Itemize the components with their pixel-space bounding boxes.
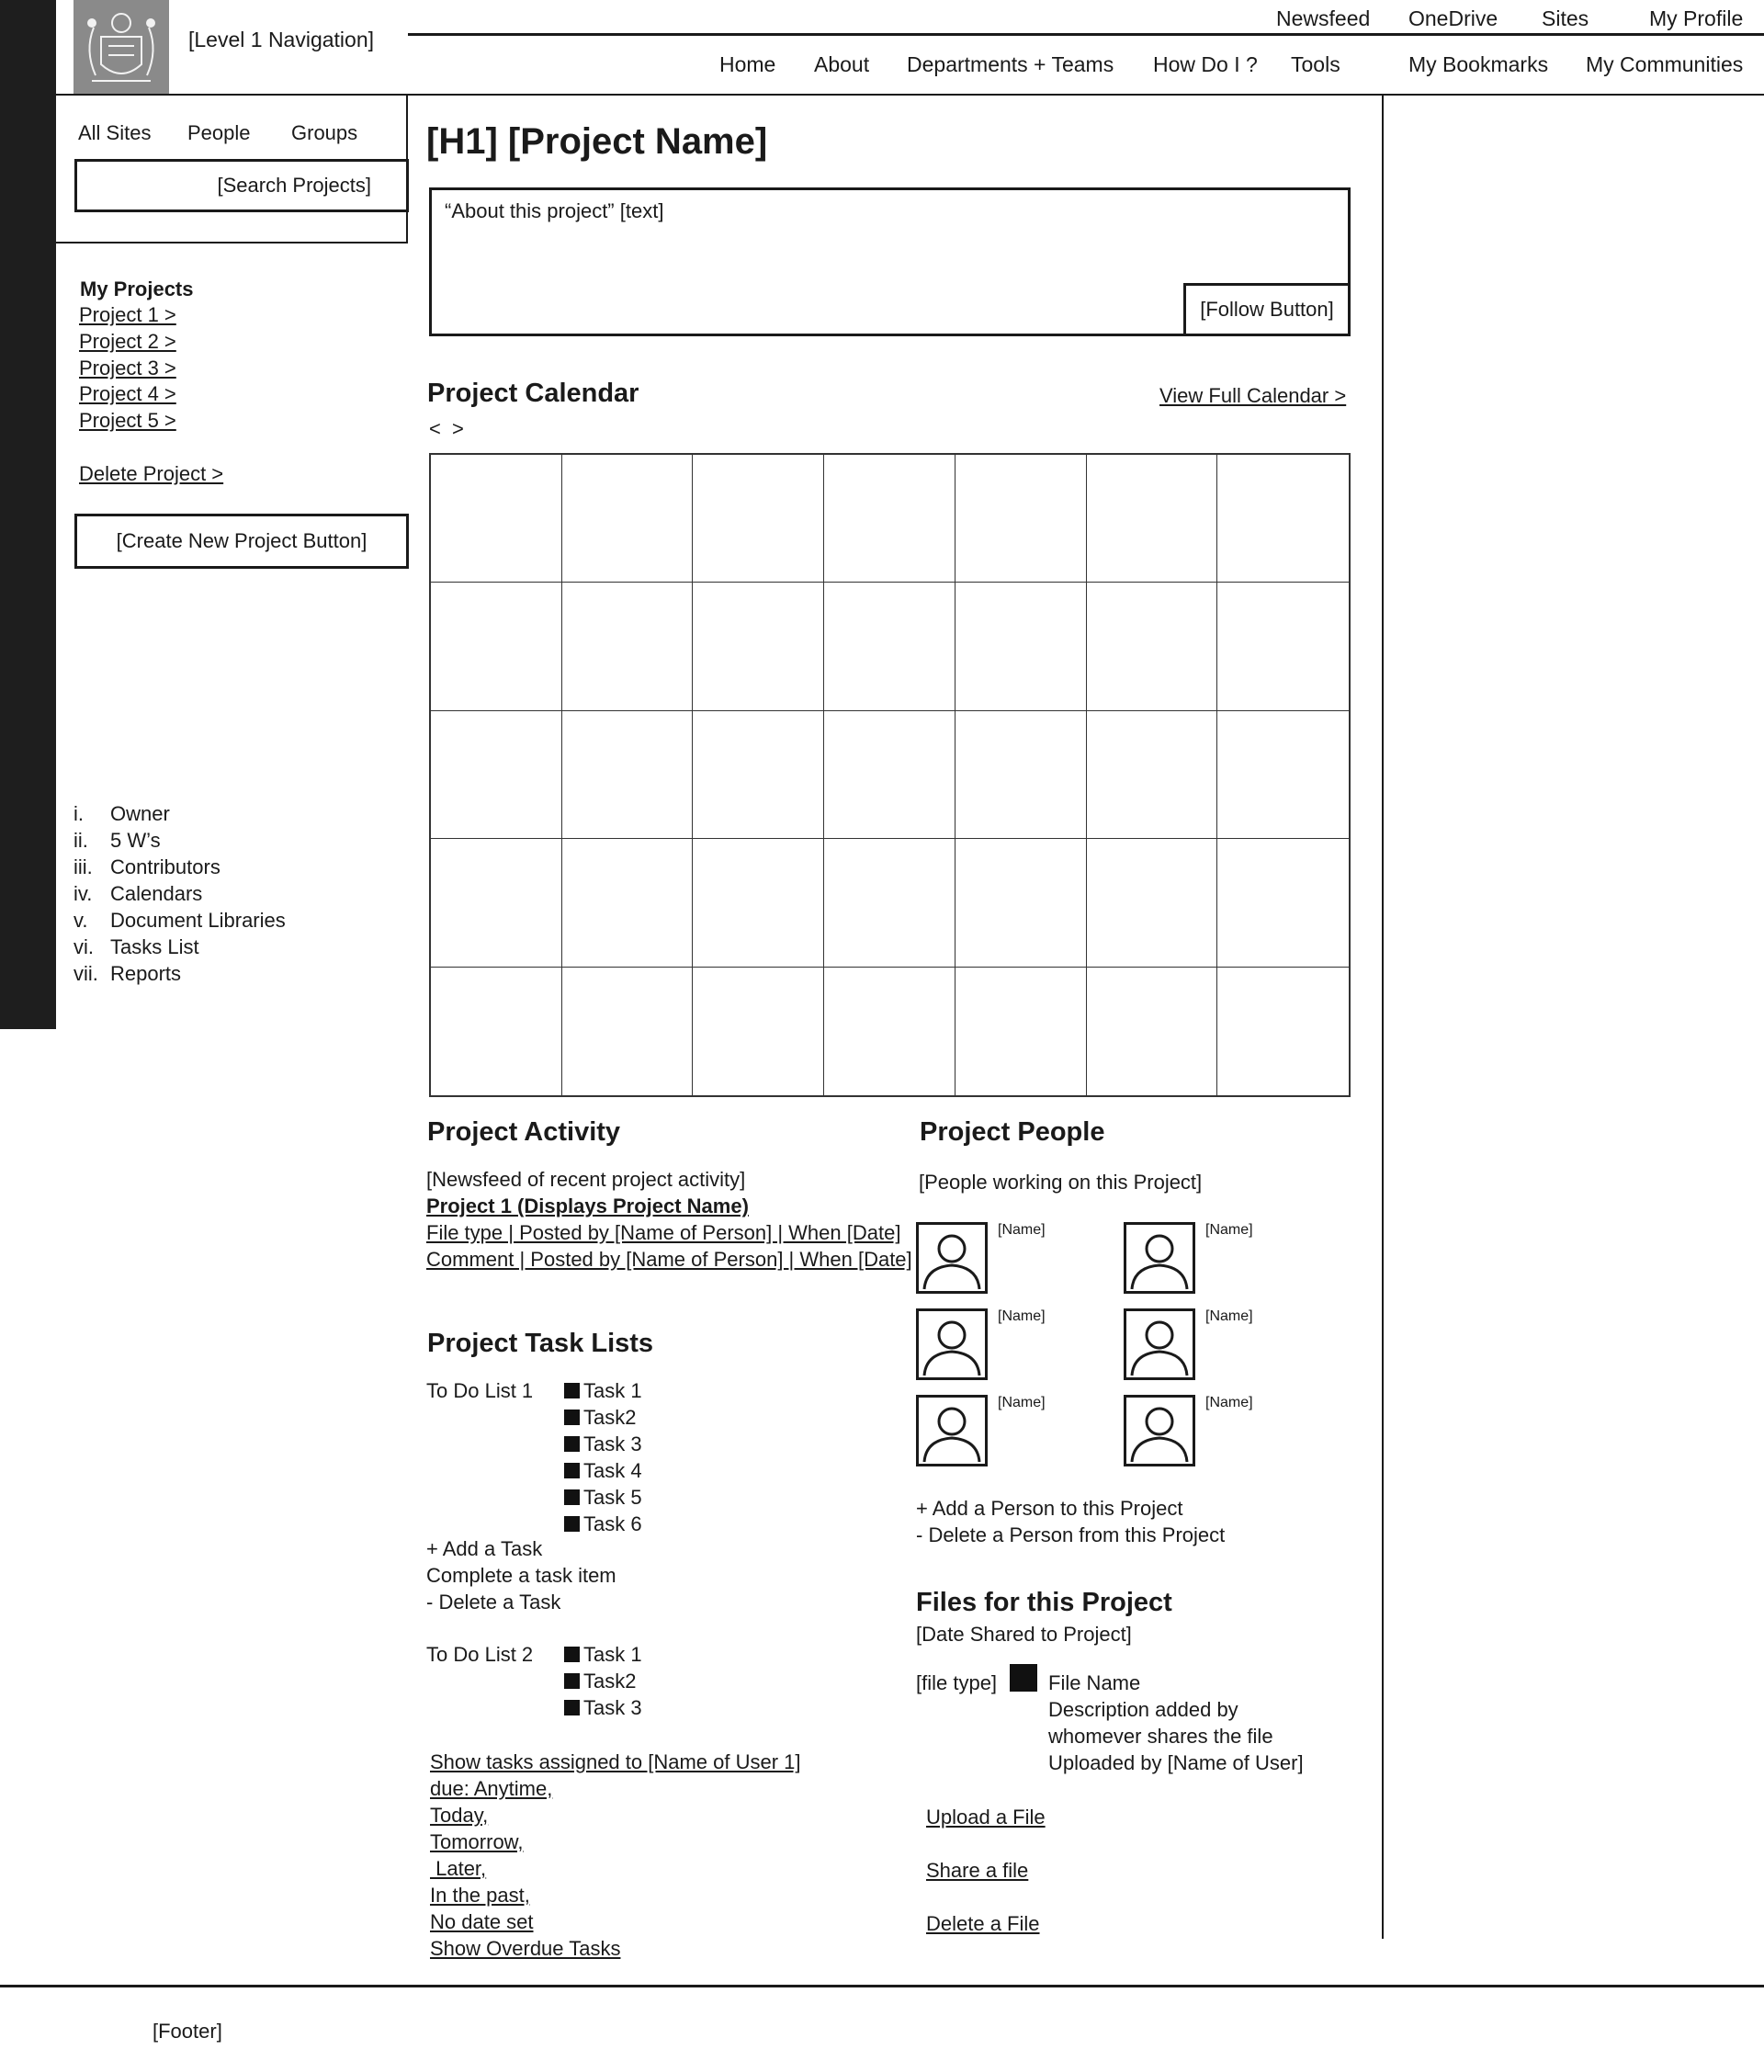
calendar-cell[interactable] <box>1217 711 1349 839</box>
nav-about[interactable]: About <box>814 52 870 76</box>
calendar-cell[interactable] <box>1217 455 1349 583</box>
filter-assigned-link[interactable]: Show tasks assigned to [Name of User 1] <box>430 1750 801 1773</box>
calendar-cell[interactable] <box>1087 711 1218 839</box>
avatar[interactable] <box>1124 1395 1195 1466</box>
calendar-cell[interactable] <box>1087 839 1218 967</box>
tab-all-sites[interactable]: All Sites <box>78 121 152 144</box>
calendar-cell[interactable] <box>693 711 824 839</box>
share-file-link[interactable]: Share a file <box>926 1859 1029 1882</box>
calendar-cell[interactable] <box>956 839 1087 967</box>
calendar-cell[interactable] <box>956 455 1087 583</box>
user-icon <box>919 1398 985 1464</box>
footer-divider <box>0 1985 1764 1987</box>
project-link-4[interactable]: Project 4 > <box>79 382 176 405</box>
activity-subtitle: [Newsfeed of recent project activity] <box>426 1168 746 1191</box>
file-description: Description added by <box>1048 1698 1238 1721</box>
file-icon[interactable] <box>1010 1664 1037 1692</box>
activity-item-file[interactable]: File type | Posted by [Name of Person] | When [Date] <box>426 1221 901 1244</box>
user-icon <box>1126 1225 1193 1291</box>
follow-button[interactable]: [Follow Button] <box>1183 283 1351 336</box>
tab-groups[interactable]: Groups <box>291 121 358 144</box>
delete-project-link[interactable]: Delete Project > <box>79 462 224 485</box>
top-link-my-profile[interactable]: My Profile <box>1649 6 1744 30</box>
filter-past-link[interactable]: In the past, <box>430 1884 530 1907</box>
task-item[interactable]: Task 1 <box>564 1377 642 1404</box>
user-icon <box>919 1311 985 1377</box>
file-description-2: whomever shares the file <box>1048 1725 1273 1748</box>
calendar-cell[interactable] <box>956 583 1087 710</box>
about-project-text: “About this project” [text] <box>445 199 664 222</box>
calendar-cell[interactable] <box>1087 455 1218 583</box>
calendar-cell[interactable] <box>824 711 956 839</box>
calendar-cell[interactable] <box>824 583 956 710</box>
outline-item: iii. Contributors <box>74 855 220 878</box>
top-link-onedrive[interactable]: OneDrive <box>1408 6 1498 30</box>
user-icon <box>1126 1311 1193 1377</box>
checkbox-icon[interactable] <box>564 1516 580 1532</box>
activity-heading: Project Activity <box>427 1117 621 1147</box>
todo-list-1 <box>564 1377 642 1537</box>
search-projects-input[interactable]: [Search Projects] <box>74 159 409 212</box>
task-item[interactable]: Task 4 <box>564 1457 642 1484</box>
footer-label: [Footer] <box>153 2020 222 2043</box>
nav-my-communities[interactable]: My Communities <box>1586 52 1744 76</box>
checkbox-icon[interactable] <box>564 1463 580 1478</box>
task-item[interactable]: Task 6 <box>564 1511 642 1537</box>
filter-overdue-link[interactable]: Show Overdue Tasks <box>430 1937 621 1960</box>
filter-tomorrow-link[interactable]: Tomorrow, <box>430 1830 524 1853</box>
checkbox-icon[interactable] <box>564 1647 580 1662</box>
calendar-cell[interactable] <box>1217 583 1349 710</box>
site-logo[interactable] <box>74 0 169 95</box>
task-filter-links <box>430 1749 801 1962</box>
person-name: [Name] <box>998 1308 1046 1324</box>
file-type-label: [file type] <box>916 1671 998 1694</box>
checkbox-icon[interactable] <box>564 1383 580 1398</box>
todo-list-2 <box>564 1641 642 1721</box>
calendar-cell[interactable] <box>1217 839 1349 967</box>
calendar-prev-button[interactable]: < <box>429 417 441 440</box>
person-name: [Name] <box>998 1222 1046 1238</box>
my-projects-heading: My Projects <box>80 277 194 300</box>
right-column-divider <box>1382 96 1384 1939</box>
calendar-cell[interactable] <box>824 455 956 583</box>
nav-tools[interactable]: Tools <box>1291 52 1340 76</box>
filter-later-link[interactable]: Later, <box>430 1857 487 1880</box>
calendar-cell[interactable] <box>431 455 562 583</box>
todo-list-2-label: To Do List 2 <box>426 1643 534 1666</box>
calendar-cell[interactable] <box>562 839 694 967</box>
outline-list <box>74 800 286 987</box>
people-subtitle: [People working on this Project] <box>919 1171 1203 1194</box>
task-item[interactable]: Task 3 <box>564 1694 642 1721</box>
project-link-2[interactable]: Project 2 > <box>79 330 176 353</box>
calendar-cell[interactable] <box>824 968 956 1095</box>
header-divider <box>408 33 1764 36</box>
nav-how-do-i[interactable]: How Do I ? <box>1153 52 1258 76</box>
outline-item: vii. Reports <box>74 962 182 985</box>
calendar-next-button[interactable]: > <box>452 417 464 440</box>
view-full-calendar-link[interactable]: View Full Calendar > <box>1159 384 1347 407</box>
outline-item: vi. Tasks List <box>74 935 199 958</box>
top-link-newsfeed[interactable]: Newsfeed <box>1276 6 1371 30</box>
calendar-grid <box>429 453 1351 1097</box>
calendar-cell[interactable] <box>562 455 694 583</box>
calendar-cell[interactable] <box>562 711 694 839</box>
checkbox-icon[interactable] <box>564 1673 580 1689</box>
project-link-5[interactable]: Project 5 > <box>79 409 176 432</box>
calendar-cell[interactable] <box>693 968 824 1095</box>
person-name: [Name] <box>1205 1222 1253 1238</box>
top-link-sites[interactable]: Sites <box>1542 6 1589 30</box>
checkbox-icon[interactable] <box>564 1436 580 1452</box>
complete-task-action[interactable]: Complete a task item <box>426 1564 616 1587</box>
date-shared-label: [Date Shared to Project] <box>916 1623 1132 1646</box>
calendar-cell[interactable] <box>824 839 956 967</box>
calendar-cell[interactable] <box>1087 583 1218 710</box>
people-heading: Project People <box>920 1117 1105 1147</box>
delete-task-action[interactable]: - Delete a Task <box>426 1591 561 1613</box>
calendar-cell[interactable] <box>431 583 562 710</box>
nav-departments-teams[interactable]: Departments + Teams <box>907 52 1114 76</box>
task-item[interactable]: Task 3 <box>564 1431 642 1457</box>
filter-no-date-link[interactable]: No date set <box>430 1910 534 1933</box>
tab-people[interactable]: People <box>187 121 251 144</box>
project-link-1[interactable]: Project 1 > <box>79 303 176 326</box>
person-name: [Name] <box>998 1395 1046 1410</box>
calendar-cell[interactable] <box>693 839 824 967</box>
calendar-cell[interactable] <box>956 968 1087 1095</box>
filter-anytime-link[interactable]: due: Anytime, <box>430 1777 553 1800</box>
calendar-cell[interactable] <box>693 583 824 710</box>
person-name: [Name] <box>1205 1395 1253 1410</box>
side-tab <box>0 0 56 1029</box>
calendar-cell[interactable] <box>1217 968 1349 1095</box>
delete-file-link[interactable]: Delete a File <box>926 1912 1040 1935</box>
calendar-cell[interactable] <box>956 711 1087 839</box>
upload-file-link[interactable]: Upload a File <box>926 1806 1046 1829</box>
file-uploaded-by: Uploaded by [Name of User] <box>1048 1751 1304 1774</box>
avatar[interactable] <box>916 1308 988 1380</box>
todo-list-1-label: To Do List 1 <box>426 1379 534 1402</box>
calendar-cell[interactable] <box>431 839 562 967</box>
outline-item: iv. Calendars <box>74 882 203 905</box>
person-name: [Name] <box>1205 1308 1253 1324</box>
calendar-cell[interactable] <box>562 583 694 710</box>
checkbox-icon[interactable] <box>564 1489 580 1505</box>
project-link-3[interactable]: Project 3 > <box>79 357 176 379</box>
task-item[interactable]: Task 5 <box>564 1484 642 1511</box>
user-icon <box>919 1225 985 1291</box>
avatar[interactable] <box>916 1395 988 1466</box>
user-icon <box>1126 1398 1193 1464</box>
calendar-cell[interactable] <box>1087 968 1218 1095</box>
level1-navigation-label: [Level 1 Navigation] <box>188 28 375 51</box>
activity-item-comment[interactable]: Comment | Posted by [Name of Person] | When [Date] <box>426 1248 912 1271</box>
filter-today-link[interactable]: Today, <box>430 1804 489 1827</box>
task-item[interactable]: Task2 <box>564 1404 642 1431</box>
checkbox-icon[interactable] <box>564 1700 580 1715</box>
create-new-project-button[interactable]: [Create New Project Button] <box>74 514 409 569</box>
calendar-heading: Project Calendar <box>427 379 639 408</box>
nav-home[interactable]: Home <box>719 52 776 76</box>
files-heading: Files for this Project <box>916 1588 1172 1617</box>
calendar-cell[interactable] <box>562 968 694 1095</box>
delete-person-action[interactable]: - Delete a Person from this Project <box>916 1523 1226 1546</box>
outline-item: ii. 5 W’s <box>74 829 161 852</box>
calendar-cell[interactable] <box>693 455 824 583</box>
avatar[interactable] <box>1124 1222 1195 1294</box>
outline-item: i. Owner <box>74 802 170 825</box>
outline-item: v. Document Libraries <box>74 909 286 932</box>
file-name[interactable]: File Name <box>1048 1671 1141 1694</box>
page-title: [H1] [Project Name] <box>426 121 768 162</box>
avatar[interactable] <box>916 1222 988 1294</box>
crest-icon <box>74 0 169 95</box>
add-task-action[interactable]: + Add a Task <box>426 1537 543 1560</box>
activity-project-link[interactable]: Project 1 (Displays Project Name) <box>426 1195 749 1217</box>
avatar[interactable] <box>1124 1308 1195 1380</box>
add-person-action[interactable]: + Add a Person to this Project <box>916 1497 1183 1520</box>
task-item[interactable]: Task 1 <box>564 1641 642 1668</box>
checkbox-icon[interactable] <box>564 1410 580 1425</box>
nav-my-bookmarks[interactable]: My Bookmarks <box>1408 52 1549 76</box>
calendar-cell[interactable] <box>431 711 562 839</box>
calendar-cell[interactable] <box>431 968 562 1095</box>
task-item[interactable]: Task2 <box>564 1668 642 1694</box>
task-lists-heading: Project Task Lists <box>427 1329 654 1358</box>
